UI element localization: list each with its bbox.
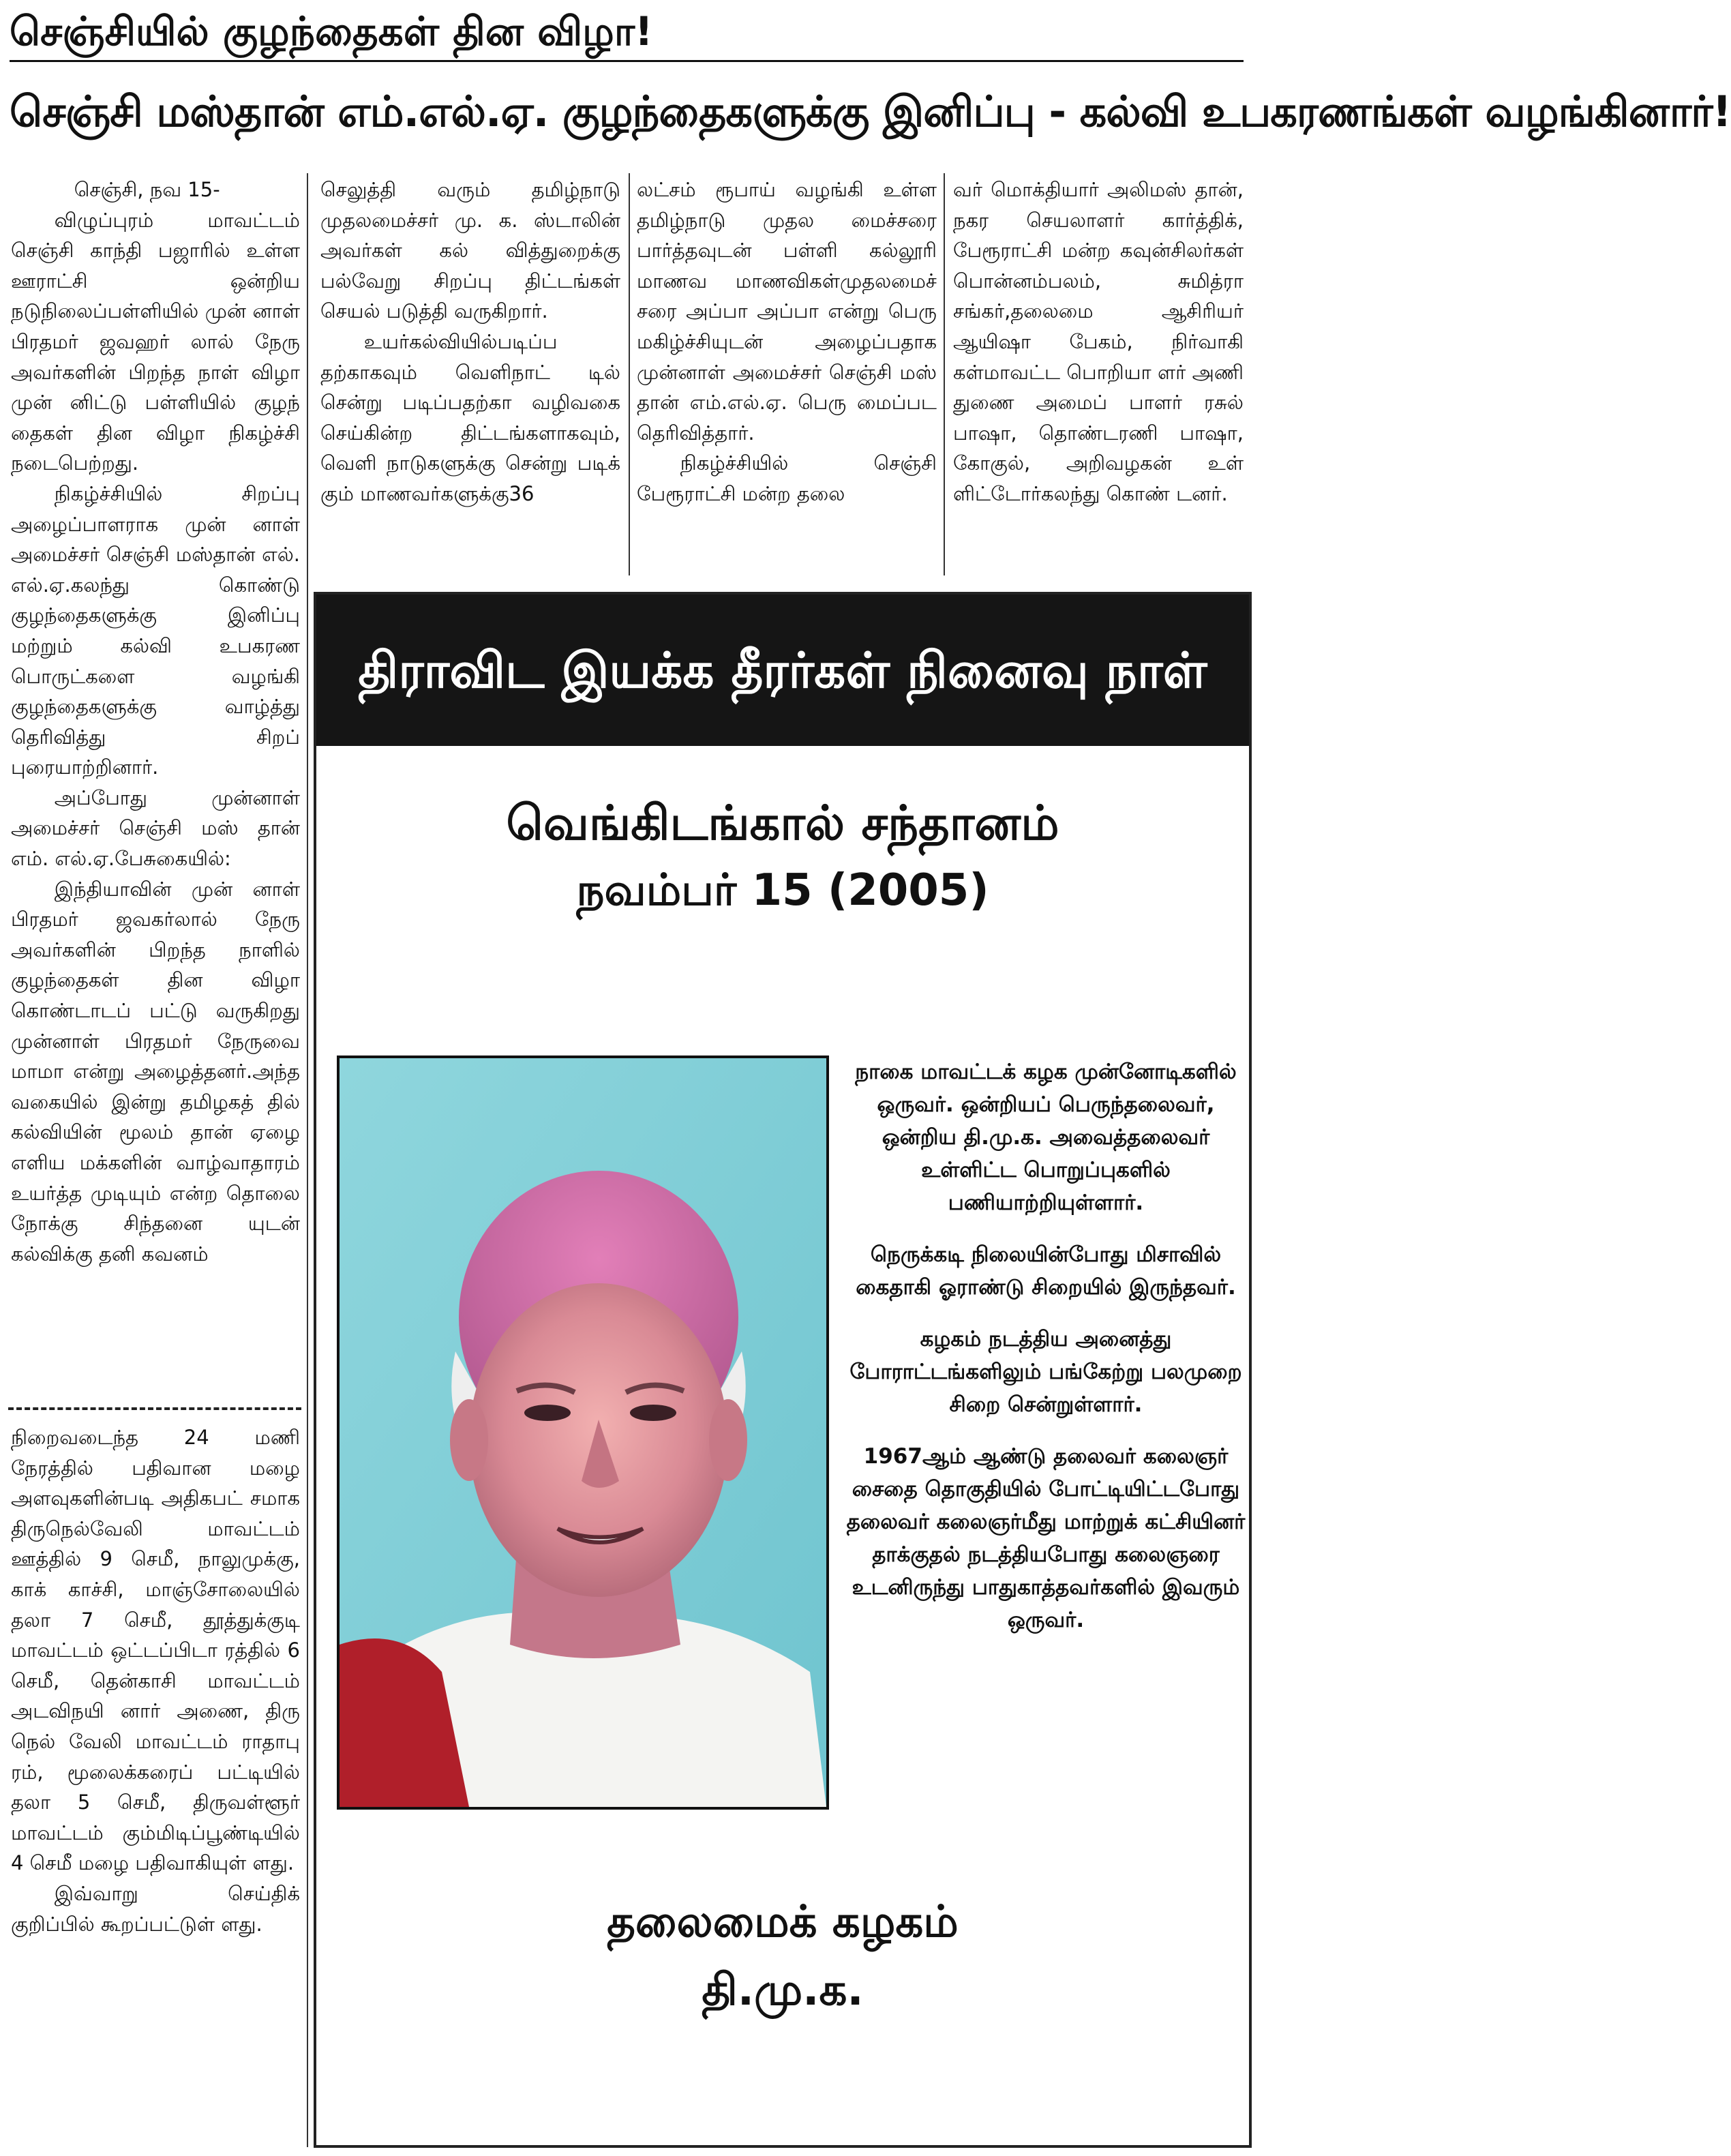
- article-column-2: [320, 175, 620, 570]
- dateline: செஞ்சி, நவ 15-: [74, 178, 220, 201]
- dashed-separator: [8, 1407, 301, 1410]
- column-rule: [944, 173, 945, 575]
- portrait-image: [340, 1058, 826, 1807]
- portrait-photo: [337, 1055, 829, 1810]
- weather-paragraph: நிறைவடைந்த 24 மணி நேரத்தில் பதிவான மழை அளவுகளின்படி அதிகபட் சமாக திருநெல்வேலி மாவட்டம் ஊத்தில் 9 செமீ, நாலுமுக்கு, காக் காச்சி, மாஞ்சோலையில் தலா 7 செமீ, தூத்துக்குடி மாவட்டம் ஒட்டப்பிடா ரத்தில் 6 செமீ, தென்காசி மாவட்டம் அடவிநயி னார் அணை, திரு நெல் வேலி மாவட்டம் ராதாபு ரம், மூலைக்கரைப் பட்டியில் தலா 5 செமீ, திருவள்ளூர் மாவட்டம் கும்மிடிப்பூண்டியில் 4 செமீ மழை பதிவாகியுள் ளது.: [11, 1426, 300, 1875]
- article-headline: செஞ்சி மஸ்தான் எம்.எல்.ஏ. குழந்தைகளுக்கு இனிப்பு - கல்வி உபகரணங்கள் வழங்கினார்!: [10, 87, 1731, 136]
- article-column-3: [637, 175, 937, 570]
- column-rule: [629, 173, 630, 575]
- memorial-biography: [841, 1055, 1250, 1656]
- article-paragraph: உயர்கல்வியில்படிப்ப தற்காகவும் வெளிநாட் டில் சென்று படிப்பதற்கா வழிவகை செய்கின்ற திட்டங்களாகவும், வெளி நாடுகளுக்கு சென்று படிக் கும் மாணவர்களுக்கு36: [320, 329, 620, 505]
- article-paragraph: செலுத்தி வரும் தமிழ்நாடு முதலமைச்சர் மு. க. ஸ்டாலின் அவர்கள் கல் வித்துறைக்கு பல்வேறு சிறப்பு திட்டங்கள் செயல் படுத்தி வருகிறார்.: [320, 178, 620, 323]
- memorial-notice: [314, 592, 1252, 2148]
- article-paragraph: நிகழ்ச்சியில் சிறப்பு அழைப்பாளராக முன் னாள் அமைச்சர் செஞ்சி மஸ்தான் எல். எல்.ஏ.கலந்து கொண்டு குழந்தைகளுக்கு இனிப்பு மற்றும் கல்வி உபகரண பொருட்களை வழங்கி குழந்தைகளுக்கு வாழ்த்து தெரிவித்து சிறப் புரையாற்றினார்.: [11, 481, 300, 779]
- memorial-banner: திராவிட இயக்க தீரர்கள் நினைவு நாள்: [316, 595, 1249, 746]
- article-paragraph: நிகழ்ச்சியில் செஞ்சி பேரூராட்சி மன்ற தலை: [637, 451, 937, 505]
- article-paragraph: லட்சம் ரூபாய் வழங்கி உள்ள தமிழ்நாடு முதல மைச்சரை பார்த்தவுடன் பள்ளி கல்லூரி மாணவ மாணவிகள்முதலமைச் சரை அப்பா அப்பா என்று பெரு மகிழ்ச்சியுடன் அழைப்பதாக முன்னாள் அமைச்சர் செஞ்சி மஸ் தான் எம்.எல்.ஏ. பெரு மைப்பட தெரிவித்தார்.: [637, 178, 937, 445]
- article-paragraph: விழுப்புரம் மாவட்டம் செஞ்சி காந்தி பஜாரில் உள்ள ஊராட்சி ஒன்றிய நடுநிலைப்பள்ளியில் முன் னாள் பிரதமர் ஜவஹர் லால் நேரு அவர்களின் பிறந்த நாள் விழா முன் னிட்டு பள்ளியில் குழந் தைகள் தின விழா நிகழ்ச்சி நடைபெற்றது.: [11, 208, 300, 475]
- article-column-1: [11, 175, 300, 1377]
- weather-column: [11, 1422, 300, 2152]
- signature-party: தி.மு.க.: [702, 1965, 864, 2016]
- article-paragraph: அப்போது முன்னாள் அமைச்சர் செஞ்சி மஸ் தான் எம். எல்.ஏ.பேசுகையில்:: [11, 785, 300, 871]
- biography-paragraph: 1967ஆம் ஆண்டு தலைவர் கலைஞர் சைதை தொகுதியில் போட்டியிட்டபோது தலைவர் கலைஞர்மீது மாற்றுக் கட்சியினர் தாக்குதல் நடத்தியபோது கலைஞரை உடனிருந்து பாதுகாத்தவர்களில் இவரும் ஒருவர்.: [846, 1444, 1246, 1632]
- weather-paragraph: இவ்வாறு செய்திக் குறிப்பில் கூறப்பட்டுள் ளது.: [11, 1881, 300, 1936]
- biography-paragraph: நெருக்கடி நிலையின்போது மிசாவில் கைதாகி ஓராண்டு சிறையில் இருந்தவர்.: [856, 1242, 1236, 1300]
- signature-organisation: தலைமைக் கழகம்: [607, 1897, 959, 1947]
- memorial-name: வெங்கிடங்கால் சந்தானம்: [506, 795, 1059, 851]
- biography-paragraph: கழகம் நடத்திய அனைத்து போராட்டங்களிலும் பங்கேற்று பலமுறை சிறை சென்றுள்ளார்.: [849, 1327, 1242, 1417]
- article-paragraph: இந்தியாவின் முன் னாள் பிரதமர் ஜவகர்லால் நேரு அவர்களின் பிறந்த நாளில் குழந்தைகள் தின விழா கொண்டாடப் பட்டு வருகிறது முன்னாள் பிரதமர் நேருவை மாமா என்று அழைத்தனர்.அந்த வகையில் இன்று தமிழகத் தில் கல்வியின் மூலம் தான் ஏழை எளிய மக்களின் வாழ்வாதாரம் உயர்த்த முடியும் என்ற தொலை நோக்கு சிந்தனை யுடன் கல்விக்கு தனி கவனம்: [11, 877, 300, 1266]
- memorial-date: நவம்பர் 15 (2005): [576, 865, 989, 916]
- article-paragraph: வர் மொக்தியார் அலிமஸ் தான், நகர செயலாளர் கார்த்திக், பேரூராட்சி மன்ற கவுன்சிலர்கள் பொன்னம்பலம், சுமித்ரா சங்கர்,தலைமை ஆசிரியர் ஆயிஷா பேகம், நிர்வாகி கள்மாவட்ட பொறியா ளர் அணி துணை அமைப் பாளர் ரசுல் பாஷா, தொண்டரணி பாஷா, கோகுல், அறிவழகன் உள் ளிட்டோர்கலந்து கொண் டனர்.: [953, 178, 1244, 505]
- column-rule: [307, 173, 308, 2147]
- kicker-rule: [10, 60, 1244, 62]
- article-kicker: செஞ்சியில் குழந்தைகள் தின விழா!: [10, 8, 653, 55]
- article-column-4: [953, 175, 1244, 570]
- biography-paragraph: நாகை மாவட்டக் கழக முன்னோடிகளில் ஒருவர். ஒன்றியப் பெருந்தலைவர், ஒன்றிய தி.மு.க. அவைத்தலைவர் உள்ளிட்ட பொறுப்புகளில் பணியாற்றியுள்ளார்.: [855, 1060, 1237, 1215]
